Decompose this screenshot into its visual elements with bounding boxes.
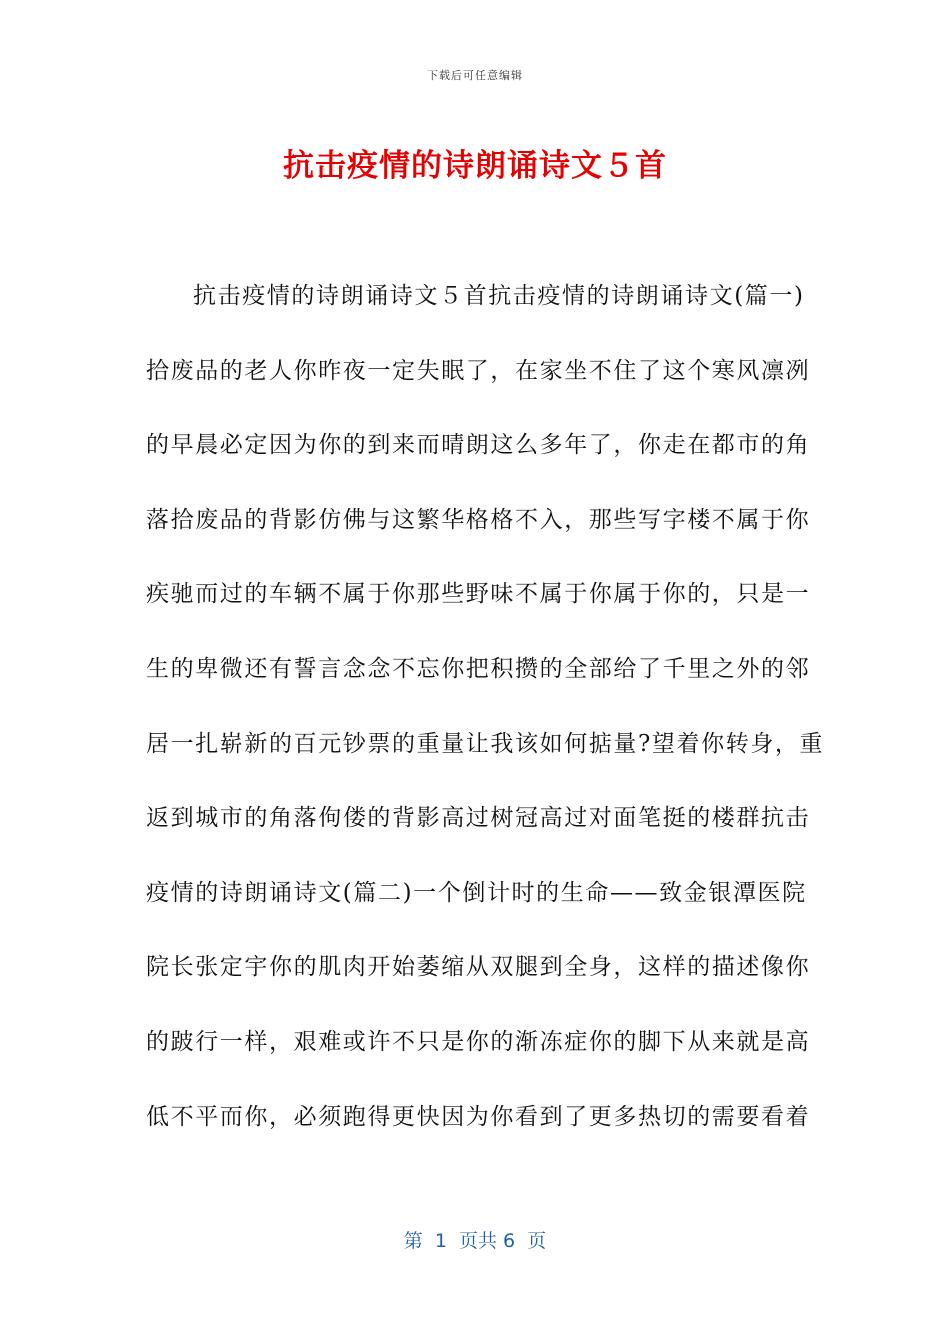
body-line: 返到城市的角落佝偻的背影高过树冠高过对面笔挺的楼群抗击 <box>146 805 811 832</box>
body-line: 拾废品的老人你昨夜一定失眠了，在家坐不住了这个寒风凛冽 <box>146 357 811 384</box>
body-line: 疾驰而过的车辆不属于你那些野味不属于你属于你的，只是一 <box>146 581 811 608</box>
body-line: 院长张定宇你的肌肉开始萎缩从双腿到全身，这样的描述像你 <box>146 954 811 981</box>
body-line: 生的卑微还有誓言念念不忘你把积攒的全部给了千里之外的邻 <box>146 655 811 682</box>
page-number-footer: 第 1 页共 6 页 <box>403 1230 547 1252</box>
body-line: 居一扎崭新的百元钞票的重量让我该如何掂量?望着你转身，重 <box>146 730 825 757</box>
body-line: 低不平而你，必须跑得更快因为你看到了更多热切的需要看着 <box>146 1103 811 1130</box>
body-line: 落拾废品的背影仿佛与这繁华格格不入，那些写字楼不属于你 <box>146 506 811 533</box>
document-body <box>146 276 825 1171</box>
header-note: 下载后可任意编辑 <box>427 69 523 82</box>
body-line: 的早晨必定因为你的到来而晴朗这么多年了，你走在都市的角 <box>146 432 811 459</box>
body-line: 抗击疫情的诗朗诵诗文５首抗击疫情的诗朗诵诗文(篇一) <box>193 283 805 309</box>
body-line: 的跛行一样，艰难或许不只是你的渐冻症你的脚下从来就是高 <box>146 1028 811 1055</box>
document-title: 抗击疫情的诗朗诵诗文５首 <box>283 148 667 184</box>
body-line: 疫情的诗朗诵诗文(篇二)一个倒计时的生命——致金银潭医院 <box>146 879 807 906</box>
